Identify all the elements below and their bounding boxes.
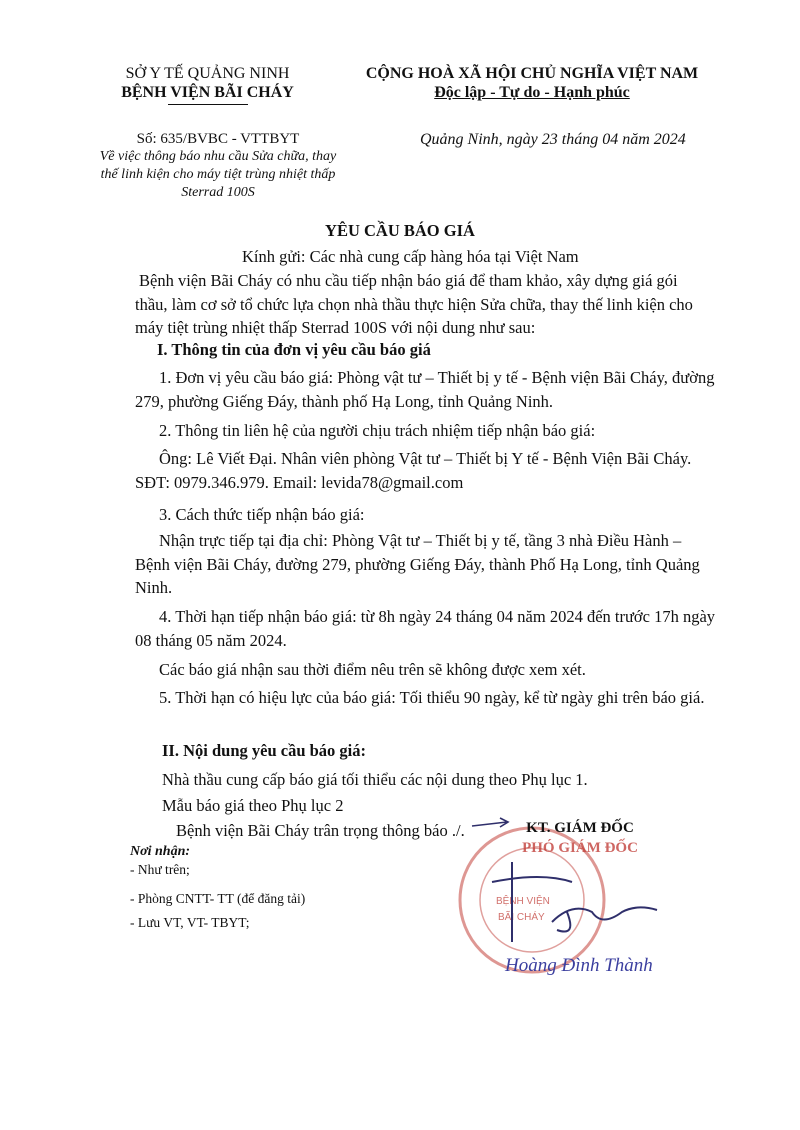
recipient-3: - Lưu VT, VT- TBYT; — [130, 915, 250, 930]
recipients-label: Nơi nhận: — [130, 844, 191, 859]
recipient-1: - Như trên; — [130, 862, 190, 877]
recipients-block — [130, 843, 390, 935]
signer-name: Hoàng Đình Thành — [505, 955, 653, 976]
motto: Độc lập - Tự do - Hạnh phúc — [434, 84, 630, 101]
section-1-item-4: 4. Thời hạn tiếp nhận báo giá: từ 8h ngày 24 tháng 04 năm 2024 đến trước 17h ngày 08 tháng 05 năm 2024. — [135, 607, 716, 650]
issuer-header — [100, 64, 315, 105]
document-number: Số: 635/BVBC - VTTBYT — [136, 131, 300, 147]
header-underline — [168, 104, 248, 105]
document-reference — [98, 130, 338, 202]
section-1-item-2: 2. Thông tin liên hệ của người chịu trách nhiệm tiếp nhận báo giá: — [159, 421, 596, 440]
recipient-2: - Phòng CNTT- TT (để đăng tải) — [130, 891, 306, 906]
stamp-text-2: BÃI CHÁY — [498, 912, 545, 923]
section-1-item-1: 1. Đơn vị yêu cầu báo giá: Phòng vật tư – Thiết bị y tế - Bệnh viện Bãi Cháy, đường 279, phường Giếng Đáy, thành phố Hạ Long, tỉnh Quảng Ninh. — [135, 368, 715, 411]
section-1-heading: I. Thông tin của đơn vị yêu cầu báo giá — [157, 340, 431, 359]
signer-role: PHÓ GIÁM ĐỐC — [522, 840, 638, 856]
receive-method: Nhận trực tiếp tại địa chỉ: Phòng Vật tư – Thiết bị y tế, tầng 3 nhà Điều Hành – Bệnh viện Bãi Cháy, đường 279, phường Giếng Đáy, thành Phố Hạ Long, tỉnh Quảng Ninh. — [135, 531, 700, 597]
document-date: Quảng Ninh, ngày 23 tháng 04 năm 2024 — [420, 131, 686, 148]
signer-authority: KT. GIÁM ĐỐC — [526, 820, 634, 836]
intro-paragraph: Bệnh viện Bãi Cháy có nhu cầu tiếp nhận báo giá để tham khảo, xây dựng giá gói thầu, làm cơ sở tổ chức lựa chọn nhà thầu thực hiện Sửa chữa, thay thế linh kiện cho máy tiệt trùng nhiệt thấp Sterrad 100S với nội dung như sau: — [135, 271, 693, 337]
section-2-line-1: Nhà thầu cung cấp báo giá tối thiểu các nội dung theo Phụ lục 1. — [162, 770, 588, 789]
department-name: SỞ Y TẾ QUẢNG NINH — [125, 65, 290, 82]
section-2-line-2: Mẫu báo giá theo Phụ lục 2 — [162, 796, 344, 815]
stamp-text-1: BỆNH VIỆN — [496, 896, 550, 907]
signature-title — [470, 818, 690, 858]
document-subject: Về việc thông báo nhu cầu Sửa chữa, thay thế linh kiện cho máy tiệt trùng nhiệt thấp Sterrad 100S — [99, 149, 337, 200]
document-title: YÊU CẦU BÁO GIÁ — [325, 221, 475, 240]
section-1-item-3: 3. Cách thức tiếp nhận báo giá: — [159, 505, 365, 524]
contact-info: Ông: Lê Viết Đại. Nhân viên phòng Vật tư – Thiết bị Y tế - Bệnh Viện Bãi Cháy. SĐT: 0979.346.979. Email: levida78@gmail.com — [135, 449, 692, 492]
republic-title: CỘNG HOÀ XÃ HỘI CHỦ NGHĨA VIỆT NAM — [365, 65, 699, 82]
hospital-name: BỆNH VIỆN BÃI CHÁY — [121, 84, 294, 101]
closing-line: Bệnh viện Bãi Cháy trân trọng thông báo ./. — [176, 821, 465, 840]
section-2-heading: II. Nội dung yêu cầu báo giá: — [162, 741, 367, 760]
section-1-item-5: 5. Thời hạn có hiệu lực của báo giá: Tối thiểu 90 ngày, kể từ ngày ghi trên báo giá. — [159, 688, 705, 707]
national-header — [322, 64, 742, 102]
late-note: Các báo giá nhận sau thời điểm nêu trên sẽ không được xem xét. — [159, 660, 586, 679]
greeting: Kính gửi: Các nhà cung cấp hàng hóa tại Việt Nam — [242, 247, 579, 266]
